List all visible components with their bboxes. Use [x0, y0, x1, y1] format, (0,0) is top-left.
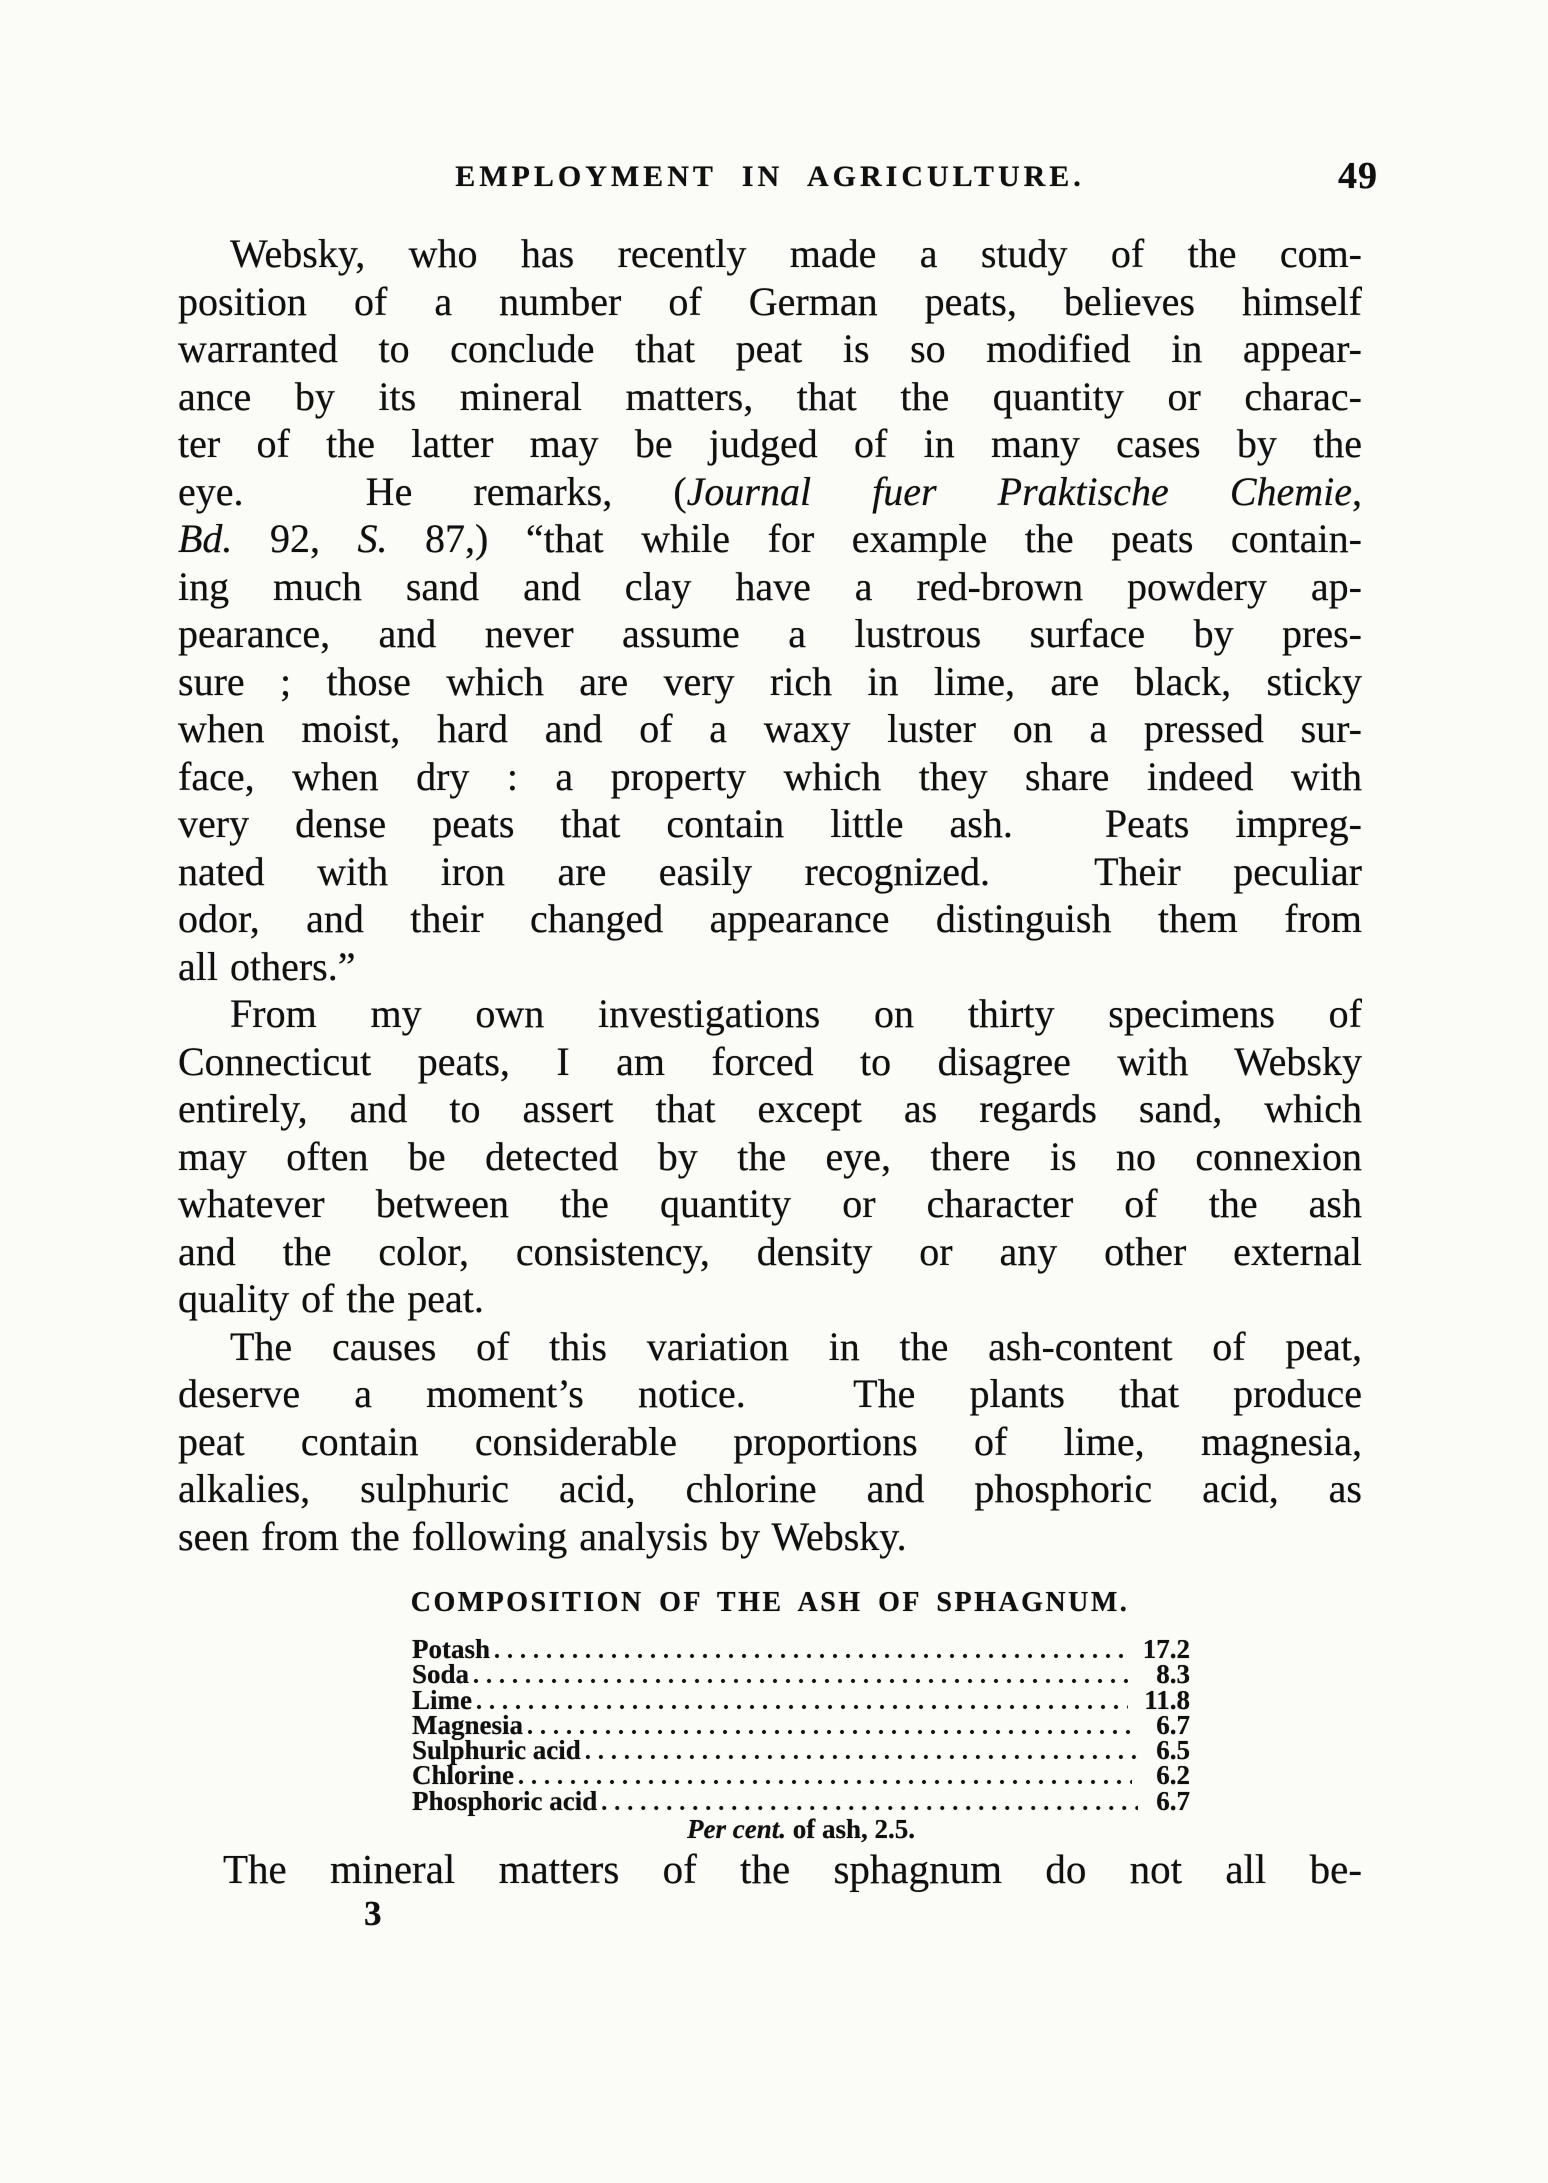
plain-text: peat contain considerable proportions of lime, magnesia, [178, 1418, 1362, 1464]
composition-table [178, 1586, 1362, 1844]
closing-paragraph-line [178, 1846, 1362, 1892]
text-line [178, 1180, 1362, 1228]
row-label: Magnesia [412, 1709, 523, 1740]
plain-text: sure ; those which are very rich in lime, are black, sticky [178, 658, 1362, 704]
plain-text: ing much sand and clay have a red-brown powdery ap- [178, 563, 1362, 609]
plain-text: very dense peats that contain little ash. Peats impreg- [178, 801, 1362, 846]
row-value: 17.2 [1142, 1634, 1190, 1664]
row-value: 6.5 [1156, 1735, 1190, 1766]
text-line [178, 373, 1362, 421]
text-line [178, 705, 1362, 753]
plain-text: nated with iron are easily recognized. Their peculiar [178, 848, 1362, 894]
text-line [178, 1465, 1362, 1513]
plain-text: Websky, who has recently made a study of the com- [230, 231, 1362, 276]
plain-text: From my own investigations on thirty specimens of [230, 991, 1362, 1036]
table-footnote [412, 1814, 1190, 1844]
text-line [178, 1370, 1362, 1418]
text-line [178, 1275, 1362, 1323]
italic-text: S. [357, 516, 388, 561]
row-value: 6.7 [1156, 1785, 1190, 1816]
plain-text: Connecticut peats, I am forced to disagree with Websky [178, 1038, 1362, 1084]
text-line [178, 1133, 1362, 1181]
paragraph [178, 1323, 1362, 1561]
dot-leader [518, 1765, 1132, 1790]
text-line [178, 1323, 1362, 1371]
row-label: Potash [412, 1634, 491, 1664]
text-line [178, 230, 1362, 278]
row-label: Phosphoric acid [412, 1785, 598, 1816]
table-row [412, 1659, 1190, 1690]
italic-text: Per cent. [687, 1814, 786, 1845]
plain-text: all others.” [178, 943, 356, 989]
plain-text: The causes of this variation in the ash-content of peat, [230, 1323, 1362, 1369]
italic-text: Bd. [178, 516, 233, 561]
dot-leader [494, 1639, 1130, 1664]
plain-text: The mineral matters of the sphagnum do not all be- [223, 1846, 1362, 1893]
dot-leader [527, 1715, 1132, 1740]
plain-text: deserve a moment’s notice. The plants that produce [178, 1371, 1362, 1416]
plain-text: alkalies, sulphuric acid, chlorine and phosphoric acid, as [178, 1466, 1362, 1511]
table-title: COMPOSITION OF THE ASH OF SPHAGNUM. [410, 1587, 1130, 1618]
row-label: Soda [412, 1659, 470, 1690]
text-line [178, 515, 1362, 563]
plain-text: seen from the following analysis by Websky. [178, 1513, 907, 1559]
plain-text: odor, and their changed appearance distinguish them from [178, 896, 1362, 941]
plain-text: quality of the peat. [178, 1276, 484, 1321]
plain-text: , [1352, 468, 1363, 514]
table-row [412, 1760, 1190, 1791]
text-line [178, 658, 1362, 706]
dot-leader [473, 1664, 1128, 1689]
body-text [178, 230, 1362, 1560]
text-line [178, 278, 1362, 326]
text-line [178, 753, 1362, 801]
dot-leader [476, 1690, 1128, 1715]
row-value: 6.7 [1156, 1709, 1190, 1740]
plain-text: pearance, and never assume a lustrous surface by pres- [178, 611, 1362, 656]
text-line [178, 895, 1362, 943]
row-value: 6.2 [1156, 1760, 1190, 1791]
row-value: 11.8 [1144, 1684, 1190, 1715]
plain-text: may often be detected by the eye, there is no connexion [178, 1133, 1362, 1179]
signature-mark: 3 [364, 1894, 382, 1934]
text-line [178, 1085, 1362, 1133]
table-row [412, 1684, 1190, 1715]
paragraph [178, 230, 1362, 990]
table-row [412, 1785, 1190, 1816]
plain-text: entirely, and to assert that except as regards sand, which [178, 1086, 1362, 1131]
text-line [178, 563, 1362, 611]
text-line [178, 468, 1362, 516]
text-line [178, 1513, 1362, 1561]
dot-leader [601, 1791, 1138, 1816]
paragraph [178, 990, 1362, 1323]
row-label: Chlorine [412, 1760, 515, 1791]
plain-text: whatever between the quantity or character of the ash [178, 1181, 1362, 1226]
table-row [412, 1634, 1190, 1664]
plain-text: 87,) “that while for example the peats contain- [387, 516, 1362, 561]
row-label: Lime [412, 1684, 472, 1715]
plain-text: 92, [232, 516, 358, 561]
page-number: 49 [1338, 155, 1378, 197]
text-line [178, 1228, 1362, 1276]
text-line [178, 325, 1362, 373]
text-line [178, 800, 1362, 848]
plain-text: ter of the latter may be judged of in many cases by the [178, 421, 1362, 466]
plain-text: position of a number of German peats, believes himself [178, 278, 1362, 324]
plain-text: eye. He remarks, ( [178, 468, 687, 514]
italic-text: Journal fuer Praktische Chemie [686, 468, 1353, 514]
row-value: 8.3 [1156, 1659, 1190, 1690]
text-line [178, 990, 1362, 1038]
table-row [412, 1735, 1190, 1766]
text-line [178, 943, 1362, 991]
text-line [178, 848, 1362, 896]
running-title: EMPLOYMENT IN AGRICULTURE. [455, 160, 1085, 193]
plain-text: ance by its mineral matters, that the quantity or charac- [178, 373, 1362, 419]
row-label: Sulphuric acid [412, 1735, 581, 1766]
text-line [178, 420, 1362, 468]
text-line [178, 1418, 1362, 1466]
table-rows [412, 1634, 1190, 1816]
plain-text: face, when dry : a property which they share indeed with [178, 753, 1362, 799]
plain-text: when moist, hard and of a waxy luster on a pressed sur- [178, 706, 1362, 751]
text-line [178, 610, 1362, 658]
text-line [178, 1038, 1362, 1086]
dot-leader [585, 1740, 1137, 1765]
plain-text: and the color, consistency, density or any other external [178, 1228, 1362, 1274]
plain-text: warranted to conclude that peat is so modified in appear- [178, 326, 1362, 371]
plain-text: of ash, 2.5. [785, 1814, 915, 1845]
running-head [178, 155, 1378, 198]
